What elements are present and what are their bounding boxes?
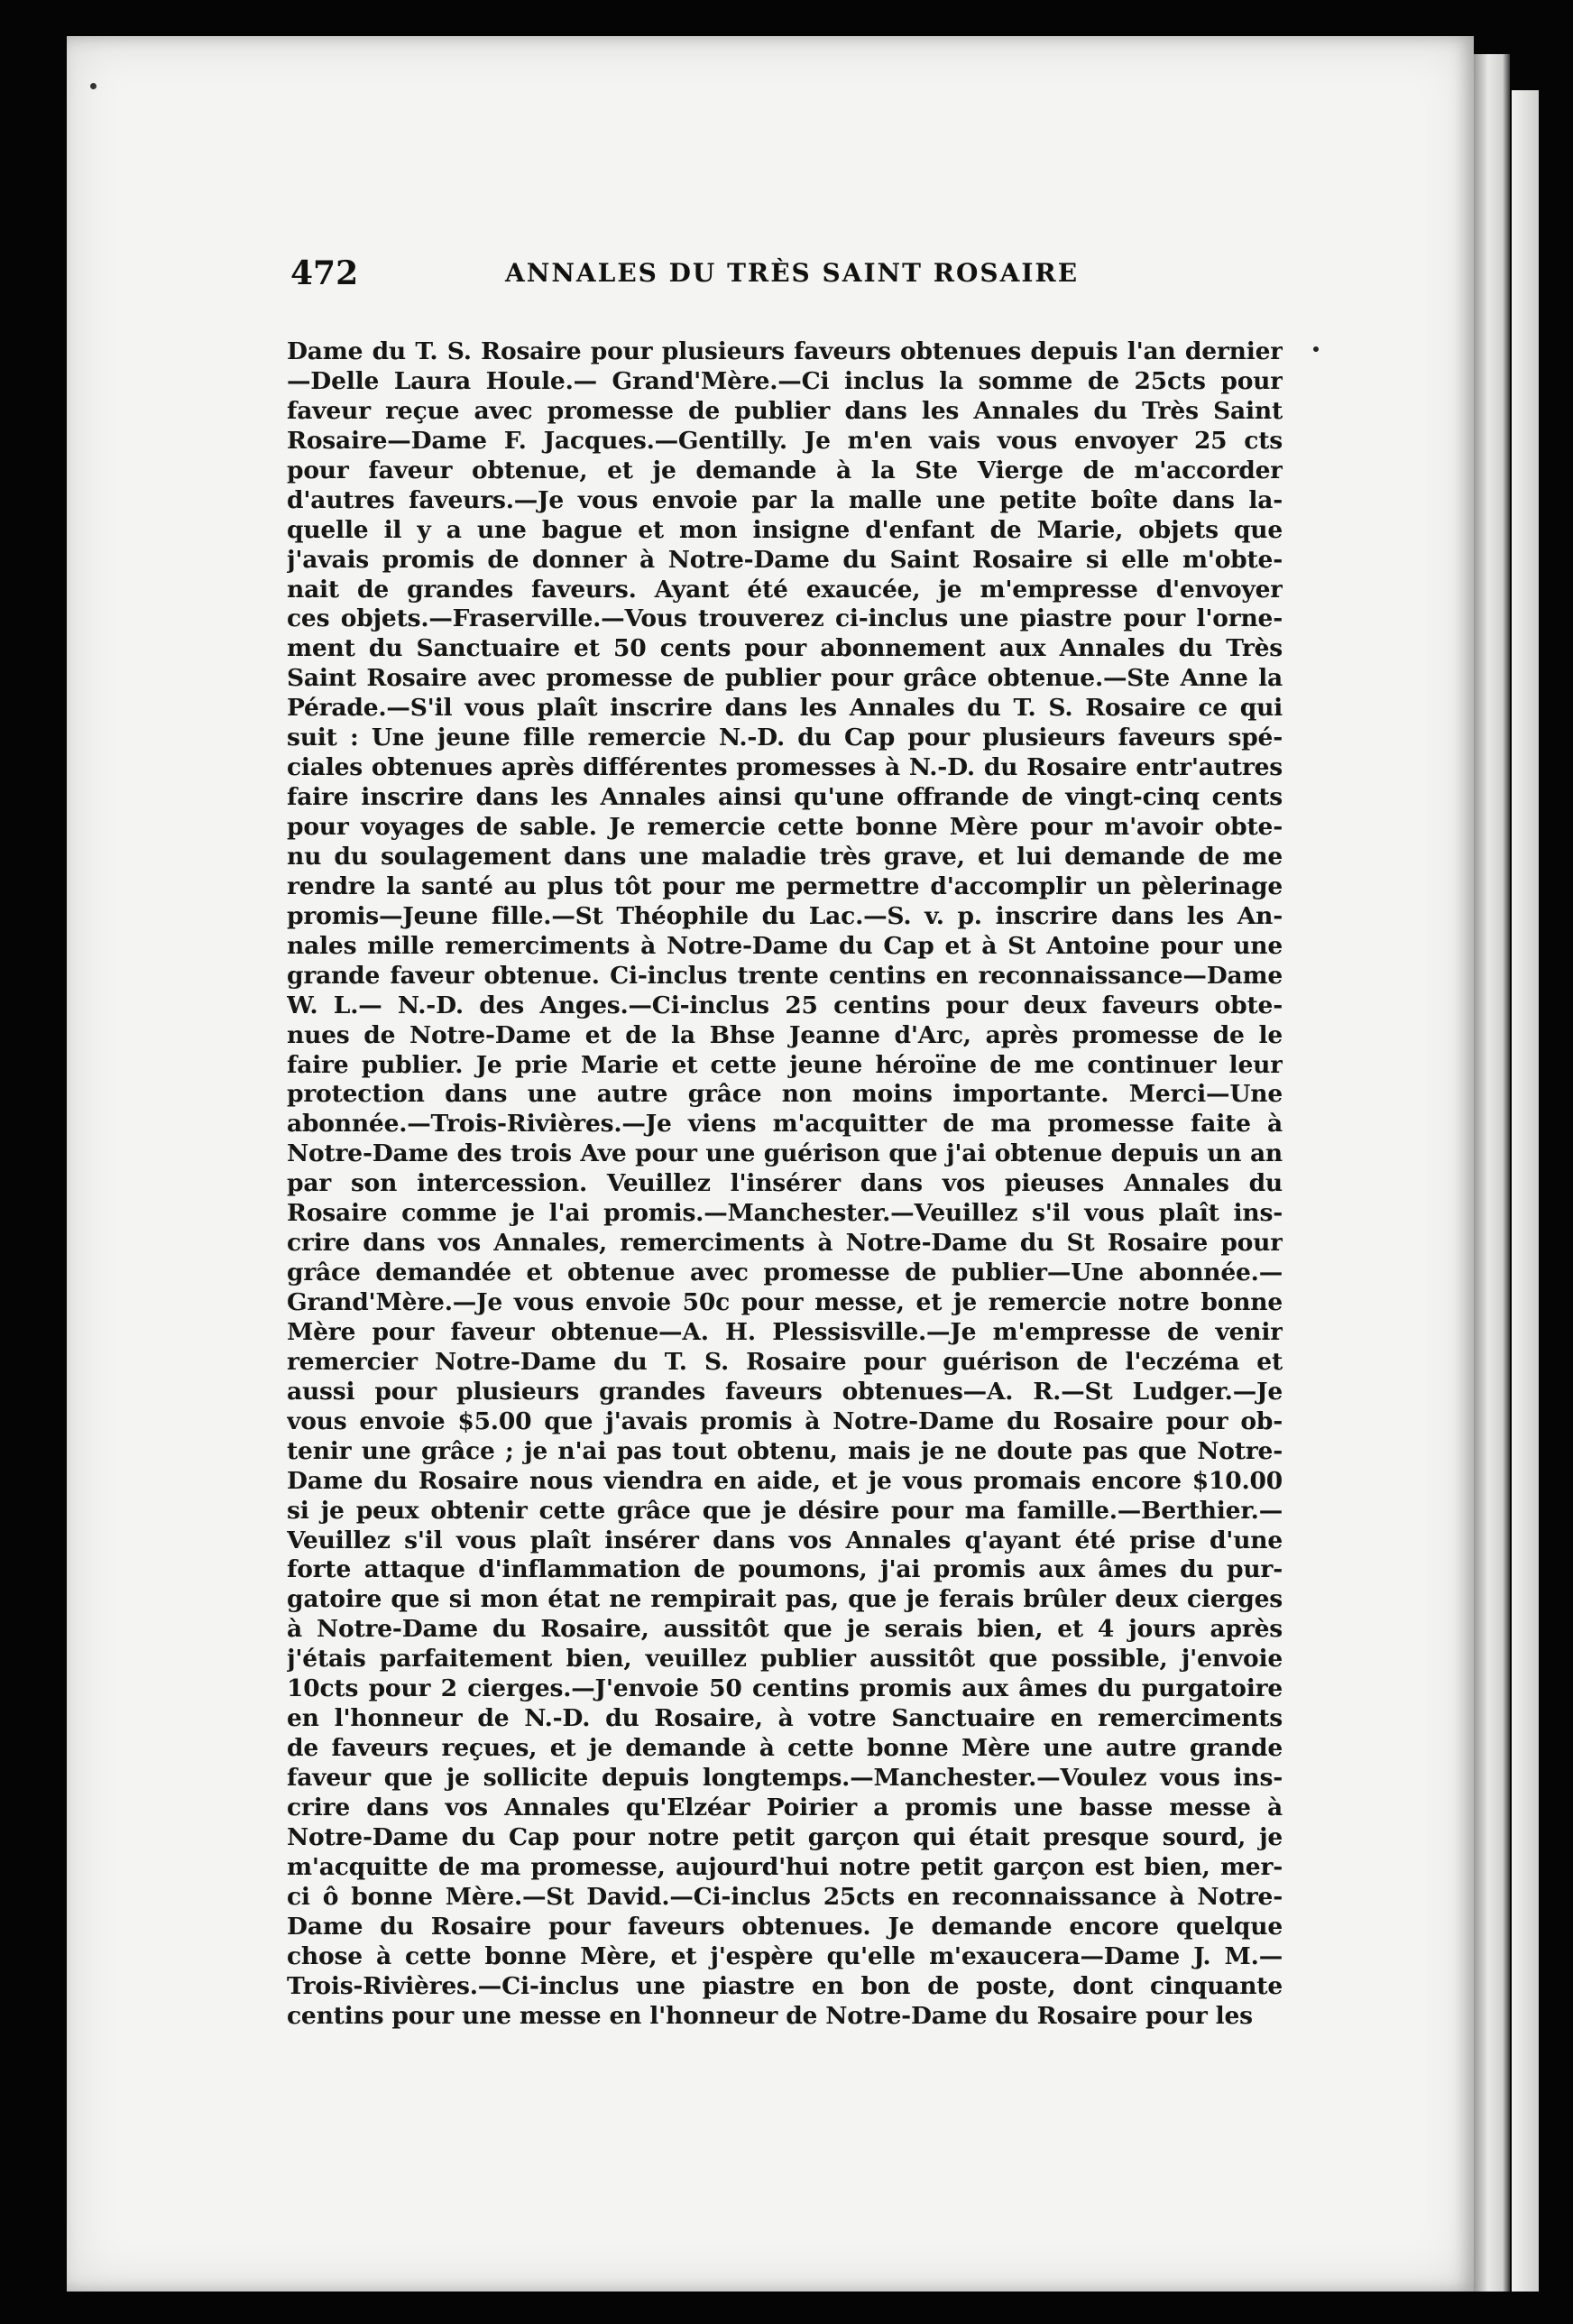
text-line: Dame du Rosaire nous viendra en aide, et je vous promais encore $10.00 — [287, 1466, 1283, 1495]
text-line: ciales obtenues après différentes promesses à N.-D. du Rosaire entr'autres — [287, 753, 1283, 782]
text-line: Mère pour faveur obtenue—A. H. Plessisville.—Je m'empresse de venir — [287, 1317, 1283, 1346]
text-line: tenir une grâce ; je n'ai pas tout obtenu, mais je ne doute pas que Notre- — [287, 1436, 1283, 1465]
text-line: crire dans vos Annales, remerciments à Notre-Dame du St Rosaire pour — [287, 1229, 1283, 1258]
text-line: grâce demandée et obtenue avec promesse de publier—Une abonnée.— — [287, 1259, 1283, 1287]
next-page-edge — [1512, 90, 1539, 2292]
page-number: 472 — [290, 254, 359, 292]
text-line: Trois-Rivières.—Ci-inclus une piastre en bon de poste, dont cinquante — [287, 1971, 1283, 2000]
text-line: faire publier. Je prie Marie et cette jeune héroïne de me continuer leur — [287, 1050, 1283, 1079]
text-line: suit : Une jeune fille remercie N.-D. du Cap pour plusieurs faveurs spé- — [287, 724, 1283, 752]
speck-mark — [90, 83, 97, 89]
text-line: promis—Jeune fille.—St Théophile du Lac.—S. v. p. inscrire dans les An- — [287, 901, 1283, 930]
text-line: crire dans vos Annales qu'Elzéar Poirier a promis une basse messe à — [287, 1793, 1283, 1821]
text-line: centins pour une messe en l'honneur de Notre-Dame du Rosaire pour les — [287, 2001, 1253, 2030]
text-line: par son intercession. Veuillez l'insérer dans vos pieuses Annales du — [287, 1169, 1283, 1198]
text-line: nu du soulagement dans une maladie très grave, et lui demande de me — [287, 842, 1283, 871]
text-line: Saint Rosaire avec promesse de publier pour grâce obtenue.—Ste Anne la — [287, 664, 1283, 693]
text-line: protection dans une autre grâce non moins importante. Merci—Une — [287, 1080, 1283, 1109]
text-line: de faveurs reçues, et je demande à cette bonne Mère une autre grande — [287, 1734, 1283, 1763]
text-line: aussi pour plusieurs grandes faveurs obtenues—A. R.—St Ludger.—Je — [287, 1377, 1283, 1406]
text-line: Rosaire comme je l'ai promis.—Manchester.—Veuillez s'il vous plaît ins- — [287, 1199, 1283, 1228]
text-line: nues de Notre-Dame et de la Bhse Jeanne d'Arc, après promesse de le — [287, 1020, 1283, 1049]
text-line: pour faveur obtenue, et je demande à la Ste Vierge de m'accorder — [287, 456, 1283, 484]
text-line: d'autres faveurs.—Je vous envoie par la malle une petite boîte dans la- — [287, 485, 1283, 514]
text-line: m'acquitte de ma promesse, aujourd'hui notre petit garçon est bien, mer- — [287, 1852, 1283, 1881]
text-line: Pérade.—S'il vous plaît inscrire dans les Annales du T. S. Rosaire ce qui — [287, 694, 1283, 723]
page-edge — [1474, 54, 1510, 2292]
text-line: j'avais promis de donner à Notre-Dame du Saint Rosaire si elle m'obte- — [287, 545, 1283, 574]
text-line: faveur reçue avec promesse de publier dans les Annales du Très Saint — [287, 396, 1283, 425]
text-line: abonnée.—Trois-Rivières.—Je viens m'acquitter de ma promesse faite à — [287, 1110, 1283, 1139]
text-line: Notre-Dame des trois Ave pour une guérison que j'ai obtenue depuis un an — [287, 1139, 1283, 1168]
text-line: Notre-Dame du Cap pour notre petit garçon qui était presque sourd, je — [287, 1822, 1283, 1851]
margin-dot — [1313, 346, 1319, 352]
text-line: ci ô bonne Mère.—St David.—Ci-inclus 25cts en reconnaissance à Notre- — [287, 1882, 1283, 1911]
text-line: gatoire que si mon état ne rempirait pas, que je ferais brûler deux cierges — [287, 1585, 1283, 1614]
text-line: Rosaire—Dame F. Jacques.—Gentilly. Je m'en vais vous envoyer 25 cts — [287, 426, 1283, 455]
text-line: à Notre-Dame du Rosaire, aussitôt que je serais bien, et 4 jours après — [287, 1615, 1283, 1644]
text-line: chose à cette bonne Mère, et j'espère qu'elle m'exaucera—Dame J. M.— — [287, 1941, 1283, 1970]
text-line: vous envoie $5.00 que j'avais promis à Notre-Dame du Rosaire pour ob- — [287, 1406, 1283, 1435]
text-line: remercier Notre-Dame du T. S. Rosaire pour guérison de l'eczéma et — [287, 1347, 1283, 1376]
text-line: nales mille remerciments à Notre-Dame du Cap et à St Antoine pour une — [287, 931, 1283, 960]
text-line: 10cts pour 2 cierges.—J'envoie 50 centins promis aux âmes du purgatoire — [287, 1674, 1283, 1703]
text-line: ces objets.—Fraserville.—Vous trouverez ci-inclus une piastre pour l'orne- — [287, 604, 1283, 633]
running-head — [290, 254, 1283, 300]
text-line: quelle il y a une bague et mon insigne d'enfant de Marie, objets que — [287, 515, 1283, 544]
text-line: nait de grandes faveurs. Ayant été exaucée, je m'empresse d'envoyer — [287, 575, 1283, 604]
text-line: si je peux obtenir cette grâce que je désire pour ma famille.—Berthier.— — [287, 1496, 1283, 1525]
text-line: j'étais parfaitement bien, veuillez publier aussitôt que possible, j'envoie — [287, 1645, 1283, 1674]
text-line: Veuillez s'il vous plaît insérer dans vos Annales q'ayant été prise d'une — [287, 1526, 1283, 1554]
text-line: ment du Sanctuaire et 50 cents pour abonnement aux Annales du Très — [287, 634, 1283, 663]
text-line: —Delle Laura Houle.— Grand'Mère.—Ci inclus la somme de 25cts pour — [287, 366, 1283, 395]
text-line: Dame du Rosaire pour faveurs obtenues. Je demande encore quelque — [287, 1912, 1283, 1941]
text-line: Grand'Mère.—Je vous envoie 50c pour messe, et je remercie notre bonne — [287, 1288, 1283, 1316]
text-line: Dame du T. S. Rosaire pour plusieurs faveurs obtenues depuis l'an dernier — [287, 337, 1283, 365]
text-line: faire inscrire dans les Annales ainsi qu'une offrande de vingt-cinq cents — [287, 783, 1283, 812]
text-line: grande faveur obtenue. Ci-inclus trente centins en reconnaissance—Dame — [287, 961, 1283, 990]
text-line: en l'honneur de N.-D. du Rosaire, à votre Sanctuaire en remerciments — [287, 1704, 1283, 1733]
body-text — [287, 337, 1283, 2031]
text-line: rendre la santé au plus tôt pour me permettre d'accomplir un pèlerinage — [287, 872, 1283, 900]
text-line: forte attaque d'inflammation de poumons, j'ai promis aux âmes du pur- — [287, 1555, 1283, 1584]
text-line: W. L.— N.-D. des Anges.—Ci-inclus 25 centins pour deux faveurs obte- — [287, 991, 1283, 1019]
running-title: ANNALES DU TRÈS SAINT ROSAIRE — [505, 258, 1080, 288]
text-line: faveur que je sollicite depuis longtemps.—Manchester.—Voulez vous ins- — [287, 1764, 1283, 1792]
text-line: pour voyages de sable. Je remercie cette bonne Mère pour m'avoir obte- — [287, 813, 1283, 841]
